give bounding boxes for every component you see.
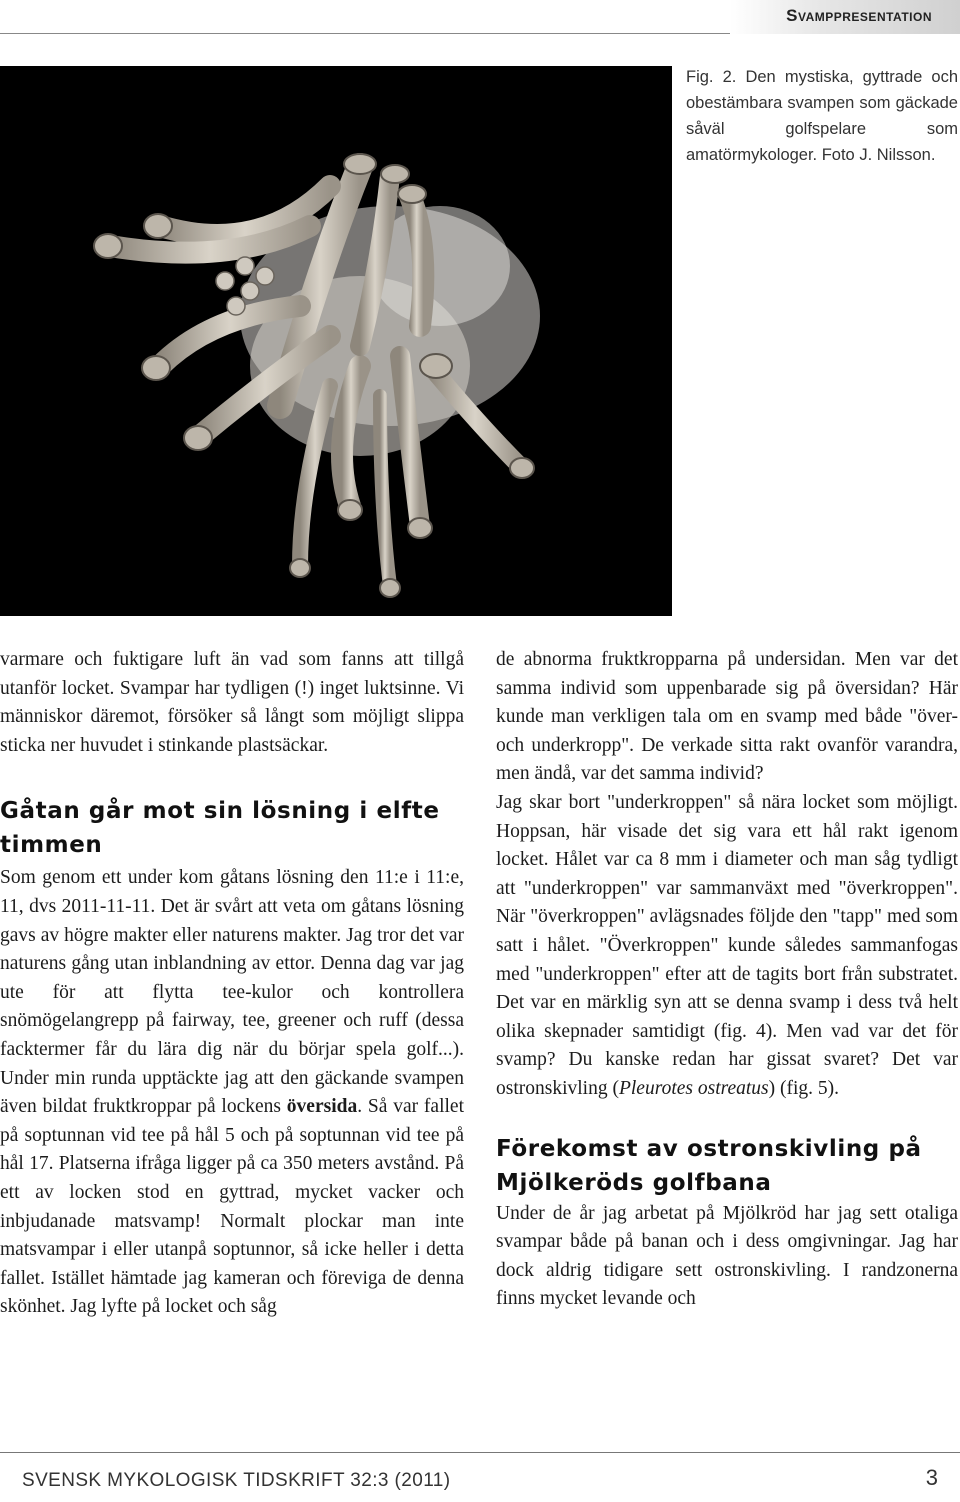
body-paragraph	[496, 789, 958, 1104]
right-column	[496, 646, 958, 1314]
journal-name: SVENSK MYKOLOGISK TIDSKRIFT 32:3 (2011)	[22, 1470, 451, 1491]
body-text: Jag skar bort "underkroppen" så nära locket som möjligt. Hoppsan, här visade det sig vara ett hål rakt igenom locket. Hålet var ca 8 mm i diameter och man såg tydligt att "underkroppen" var sammanväxt med "överkroppen". När "överkroppen" avlägsnades följde den "tapp" med som satt i hålet. "Överkroppen" kunde således sammanfogas med "underkroppen" efter att de tagits bort från substratet. Det var en märklig syn att se denna svamp i dess två helt olika skepnader samtidigt (fig. 4). Men vad var det för svamp? Du kanske redan har gissat svaret? Det var ostronskivling (	[496, 791, 958, 1099]
fungus-photo	[0, 66, 672, 616]
fungus-illustration	[0, 66, 672, 616]
body-paragraph	[0, 864, 464, 1322]
left-column	[0, 646, 464, 1322]
figure-caption: Fig. 2. Den mystiska, gyttrade och obestämbara svampen som gäckade såväl golfspelare som amatörmykologer. Foto J. Nilsson.	[686, 68, 958, 164]
section-heading: Förekomst av ostronskivling på Mjölkeröds golfbana	[496, 1135, 922, 1196]
body-paragraph: de abnorma fruktkropparna på undersidan. Men var det samma individ som uppenbarade sig på översidan? Här kunde man verkligen tala om en svamp med både "över- och underkropp". De verkade sitta rakt ovanför varandra, men ändå, var det samma individ?	[496, 649, 958, 785]
body-text: ) (fig. 5).	[768, 1077, 840, 1099]
page-number: 3	[925, 1465, 938, 1490]
body-paragraph: varmare och fuktigare luft än vad som fanns att tillgå utanför locket. Svampar har tydligen (!) inget luktsinne. Vi människor däremot, försöker så långt som möjligt slippa sticka ner huvudet i stinkande plastsäckar.	[0, 649, 464, 756]
body-text: . Så var fallet på soptunnan vid tee på hål 5 och på soptunnan vid tee på hål 17. Platserna ifråga ligger på ca 350 meters avstånd. På ett av locken stod en gyttrad, mycket vacker och inbjudanade matsvamp! Normalt plockar man inte matsvampar i eller utanpå soptunnor, så icke heller i detta fallet. Istället hämtade jag kameran och föreviga de denna skönhet. Jag lyfte på locket och såg	[0, 1096, 464, 1318]
section-title: Svamppresentation	[786, 6, 932, 25]
footer-divider	[0, 1452, 960, 1453]
body-paragraph: Under de år jag arbetat på Mjölkröd har jag sett otaliga svampar både på banan och i dess omgivningar. Jag har dock aldrig tidigare sett ostronskivling. I randzonerna finns mycket levande och	[496, 1202, 958, 1310]
species-name: Pleurotes ostreatus	[618, 1077, 769, 1099]
section-heading: Gåtan går mot sin lösning i elfte timmen	[0, 798, 440, 859]
emphasis-text: översida	[286, 1096, 358, 1118]
body-text: Som genom ett under kom gåtans lösning den 11:e i 11:e, 11, dvs 2011-11-11. Det är svårt att veta om gåtans lösning gavs av högre makter eller naturens makter. Jag tror det var naturens gång utan inblandning av ettor. Denna dag var jag ute för att flytta tee-kulor och kontrollera snömögelangrepp på fairway, tee, greener och ruff (dessa facktermer får du lära dig när du börjar spela golf...). Under min runda upptäckte jag att den gäckande svampen även bildat fruktkroppar på lockens	[0, 867, 464, 1118]
page-header	[0, 0, 960, 34]
